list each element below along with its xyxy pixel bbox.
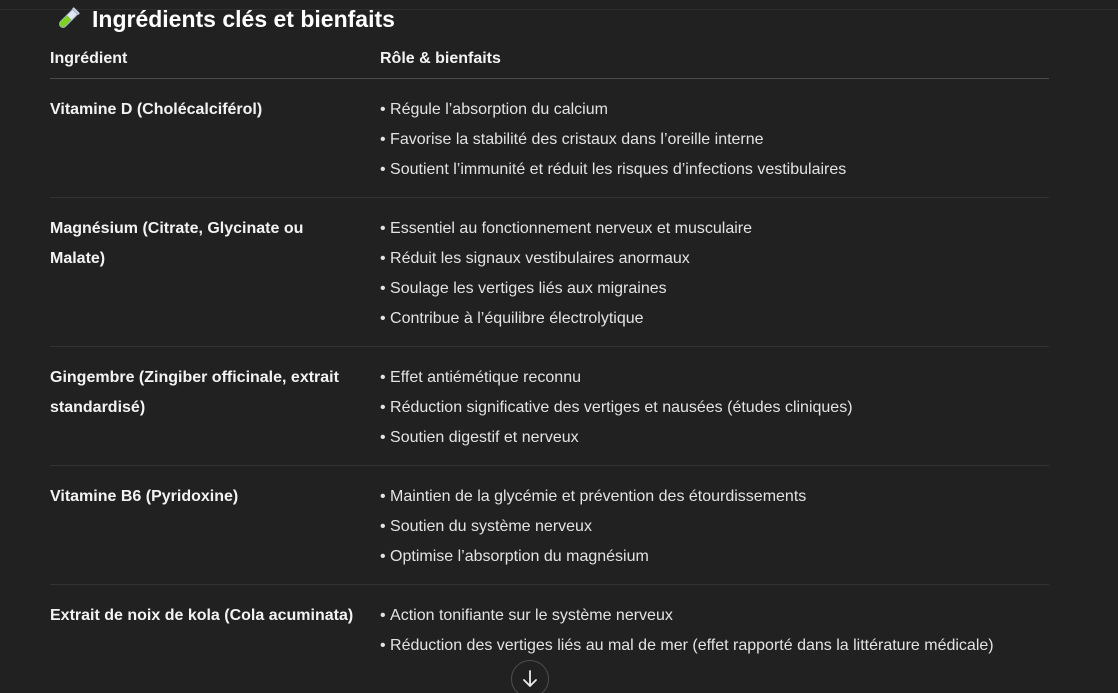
ingredient-name: Vitamine B6 (Pyridoxine) bbox=[50, 488, 239, 505]
benefit-item: • Réduit les signaux vestibulaires anormaux bbox=[380, 244, 1049, 274]
benefit-item: • Action tonifiante sur le système nerveux bbox=[380, 601, 1049, 631]
benefit-item: • Réduction significative des vertiges et nausées (études cliniques) bbox=[380, 393, 1049, 423]
benefits-list bbox=[380, 214, 1049, 334]
benefit-item: • Réduction des vertiges liés au mal de mer (effet rapporté dans la littérature médicale) bbox=[380, 631, 1049, 661]
table-row bbox=[50, 585, 1049, 673]
section-title: Ingrédients clés et bienfaits bbox=[92, 5, 395, 32]
ingredient-name: Magnésium (Citrate, Glycinate ou Malate) bbox=[50, 220, 304, 267]
arrow-down-icon bbox=[520, 669, 540, 693]
column-header-ingredient: Ingrédient bbox=[50, 50, 128, 67]
column-header-role: Rôle & bienfaits bbox=[380, 50, 501, 67]
benefits-list bbox=[380, 482, 1049, 572]
benefit-item: • Optimise l’absorption du magnésium bbox=[380, 542, 1049, 572]
benefit-item: • Soutien du système nerveux bbox=[380, 512, 1049, 542]
ingredient-name: Gingembre (Zingiber officinale, extrait standardisé) bbox=[50, 369, 339, 416]
benefit-item: • Soutien digestif et nerveux bbox=[380, 423, 1049, 453]
ingredients-table bbox=[50, 44, 1049, 673]
benefit-item: • Régule l’absorption du calcium bbox=[380, 95, 1049, 125]
benefit-item: • Soulage les vertiges liés aux migraines bbox=[380, 274, 1049, 304]
benefit-item: • Essentiel au fonctionnement nerveux et musculaire bbox=[380, 214, 1049, 244]
ingredient-name: Extrait de noix de kola (Cola acuminata) bbox=[50, 607, 354, 624]
benefits-list bbox=[380, 601, 1049, 661]
table-row bbox=[50, 79, 1049, 198]
ingredient-name: Vitamine D (Cholécalciférol) bbox=[50, 101, 263, 118]
scroll-to-bottom-button[interactable] bbox=[511, 660, 549, 693]
benefits-list bbox=[380, 363, 1049, 453]
benefit-item: • Maintien de la glycémie et prévention des étourdissements bbox=[380, 482, 1049, 512]
table-row bbox=[50, 347, 1049, 466]
table-row bbox=[50, 466, 1049, 585]
table-row bbox=[50, 198, 1049, 347]
test-tube-icon bbox=[54, 5, 82, 33]
benefits-list bbox=[380, 95, 1049, 185]
benefit-item: • Favorise la stabilité des cristaux dans l’oreille interne bbox=[380, 125, 1049, 155]
benefit-item: • Contribue à l’équilibre électrolytique bbox=[380, 304, 1049, 334]
section-heading bbox=[54, 2, 395, 36]
benefit-item: • Soutient l’immunité et réduit les risques d’infections vestibulaires bbox=[380, 155, 1049, 185]
table-header bbox=[50, 44, 1049, 79]
benefit-item: • Effet antiémétique reconnu bbox=[380, 363, 1049, 393]
